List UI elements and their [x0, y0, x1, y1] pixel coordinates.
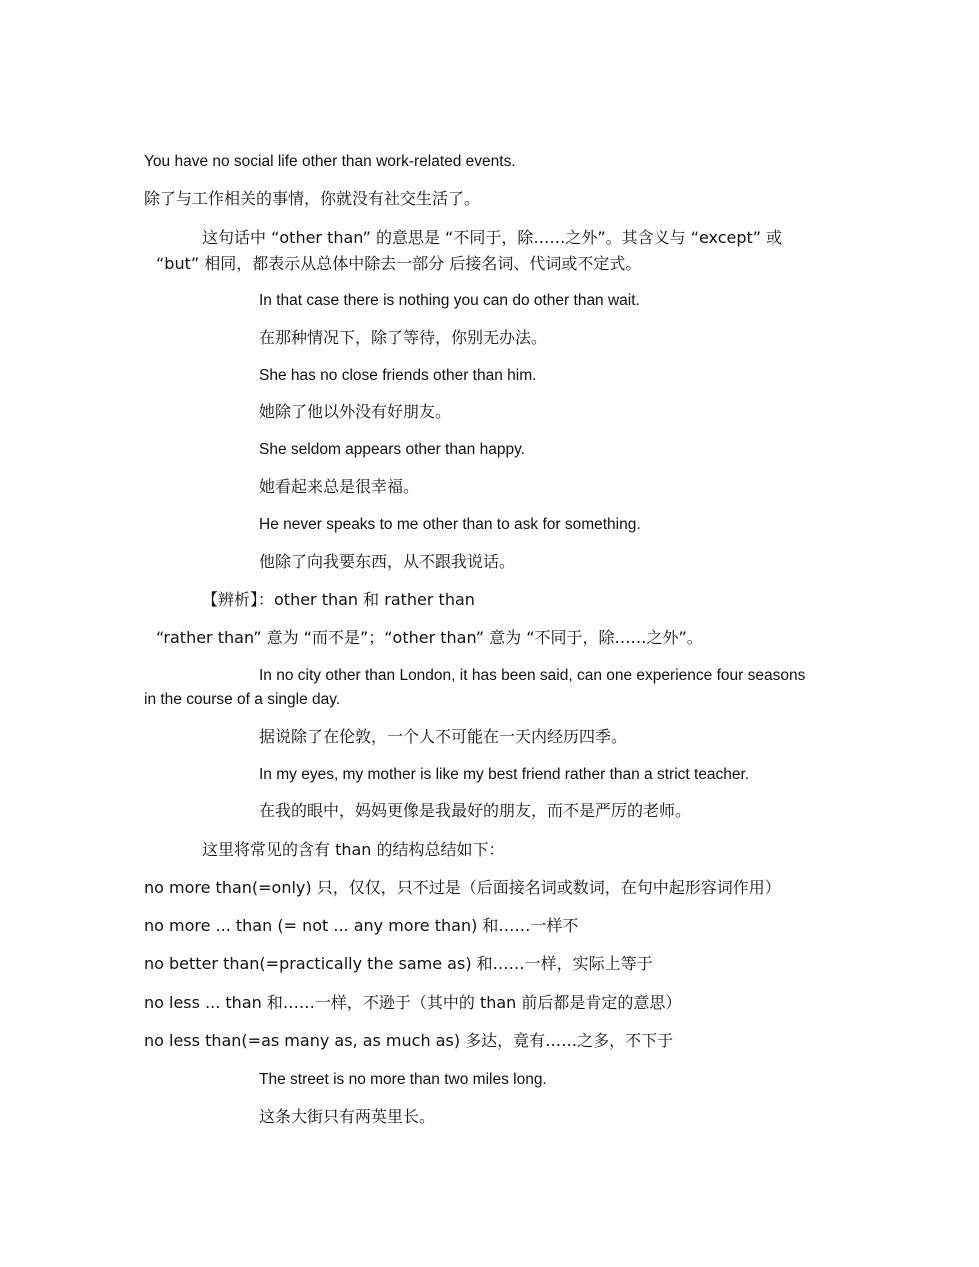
example-sentence-en: In my eyes, my mother is like my best friend rather than a strict teacher.	[259, 766, 750, 783]
structure-item: no less than(=as many as, as much as) 多达，竟有……之多，不下于	[144, 1031, 674, 1050]
example-sentence-zh: 在那种情况下，除了等待，你别无办法。	[259, 328, 548, 347]
example-sentence-en: In that case there is nothing you can do other than wait.	[259, 292, 640, 309]
example-sentence-zh: 据说除了在伦敦，一个人不可能在一天内经历四季。	[259, 727, 628, 746]
example-sentence-zh: 他除了向我要东西，从不跟我说话。	[259, 552, 516, 571]
comparison-explanation: “rather than” 意为 “而不是”；“other than” 意为 “不同于，除……之外”。	[156, 628, 703, 647]
example-sentence-en-cont: in the course of a single day.	[144, 691, 341, 708]
example-sentence-zh: 她除了他以外没有好朋友。	[259, 402, 452, 421]
structure-item: no less ... than 和……一样，不逊于（其中的 than 前后都是肯定的意思）	[144, 993, 682, 1012]
example-sentence-en: She seldom appears other than happy.	[259, 441, 525, 458]
example-sentence-en: He never speaks to me other than to ask for something.	[259, 516, 641, 533]
example-sentence-en: She has no close friends other than him.	[259, 367, 537, 384]
example-sentence-zh: 在我的眼中，妈妈更像是我最好的朋友，而不是严厉的老师。	[259, 801, 692, 820]
explanation-paragraph: 这句话中 “other than” 的意思是 “不同于，除……之外”。其含义与 “except” 或	[202, 228, 783, 247]
example-sentence-en: You have no social life other than work-related events.	[144, 153, 516, 170]
example-sentence-en: The street is no more than two miles long.	[259, 1071, 547, 1088]
summary-intro: 这里将常见的含有 than 的结构总结如下：	[202, 840, 505, 859]
example-sentence-en: In no city other than London, it has been said, can one experience four seasons	[259, 667, 806, 684]
structure-item: no more ... than (= not ... any more than) 和……一样不	[144, 916, 579, 935]
structure-item: no better than(=practically the same as) 和……一样，实际上等于	[144, 954, 653, 973]
structure-item: no more than(=only) 只，仅仅，只不过是（后面接名词或数词，在句中起形容词作用）	[144, 878, 781, 897]
example-sentence-zh: 这条大街只有两英里长。	[259, 1107, 436, 1126]
example-sentence-zh: 除了与工作相关的事情，你就没有社交生活了。	[144, 189, 481, 208]
explanation-paragraph-cont: “but” 相同，都表示从总体中除去一部分 后接名词、代词或不定式。	[156, 254, 642, 273]
example-sentence-zh: 她看起来总是很幸福。	[259, 477, 420, 496]
comparison-heading: 【辨析】：other than 和 rather than	[202, 590, 475, 609]
